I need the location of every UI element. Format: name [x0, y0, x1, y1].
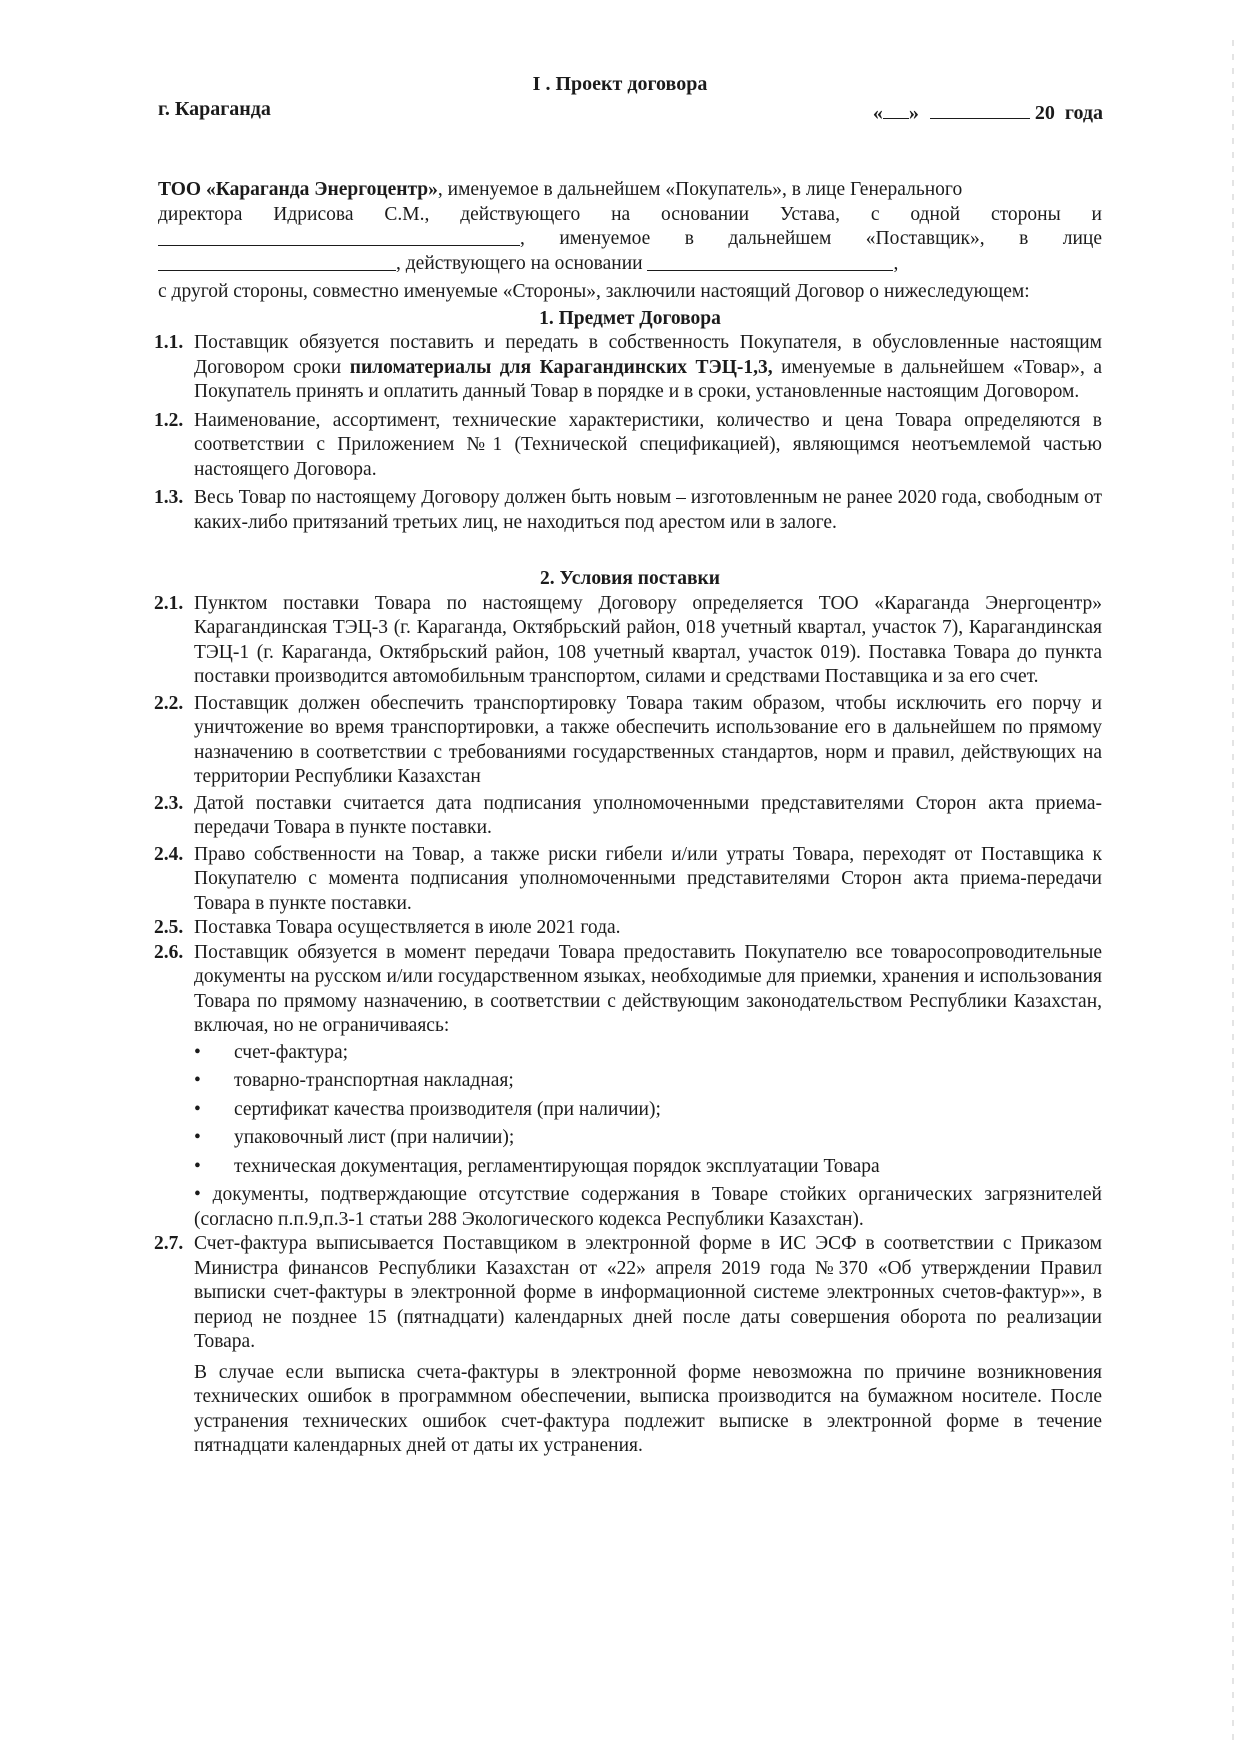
intro-line-2: директора Идрисова С.М., действующего на основании Устава, с одной стороны и [158, 203, 1102, 225]
intro-line-4: , действующего на основании , [158, 252, 1102, 277]
date-close-quote: » [908, 102, 919, 124]
date-year: 20 [1034, 102, 1055, 124]
clause-number: 2.3. [154, 792, 184, 814]
clause-2-6: 2.6. Поставщик обязуется в момент передачи Товара предоставить Покупателю все товаросопроводительные документы на русском и/или государственном языках, необходимые для приемки, хранения и использования Товара по прямому назначению, в соответствии с действующим законодательством Республики Казахстан, включая, но не ограничиваясь: [154, 941, 1102, 1036]
list-item: • счет-фактура; [194, 1041, 1102, 1066]
clause-number: 2.1. [154, 592, 184, 614]
clause-number: 2.7. [154, 1233, 184, 1254]
clause-2-7: 2.7. Счет-фактура выписывается Поставщиком в электронной форме в ИС ЭСФ в соответствии с Приказом Министра финансов Республики Казахстан от «22» апреля 2019 года №370 «Об утверждении Правил выписки счет-фактуры в электронной форме в информационной системе электронных счетов-фактур»», в период не позднее 15 (пятнадцати) календарных дней после даты совершения оборота по реализации Товара. [154, 1233, 1102, 1352]
goods-name: пиломатериалы для Карагандинских ТЭЦ-1,3, [349, 356, 773, 378]
contract-date-line [873, 100, 1103, 126]
clause-2-3: 2.3. Датой поставки считается дата подписания уполномоченными представителями Сторон акта приема-передачи Товара в пункте поставки. [154, 792, 1102, 838]
section-2-heading: 2. Условия поставки [540, 568, 720, 589]
date-month-blank [930, 100, 1030, 119]
buyer-name: ТОО «Караганда Энергоцентр» [158, 179, 438, 200]
clause-number: 2.5. [154, 917, 184, 938]
intro-line-1: ТОО «Караганда Энергоцентр», именуемое в дальнейшем «Покупатель», в лице Генерального [158, 179, 963, 200]
supplier-basis-blank [647, 252, 893, 271]
section-1-heading: 1. Предмет Договора [539, 307, 721, 329]
document-title: I . Проект договора [532, 73, 708, 95]
clause-number: 1.1. [154, 332, 184, 353]
clause-2-2: 2.2. Поставщик должен обеспечить транспортировку Товара таким образом, чтобы исключить его порчу и уничтожение во время транспортировки, а также обеспечить использование его в дальнейшем по прямому назначению в соответствии с требованиями государственных стандартов, норм и правил, действующих на территории Республики Казахстан [154, 692, 1102, 787]
scan-edge-artifact [1232, 40, 1234, 1740]
contract-city: г. Караганда [158, 98, 271, 120]
date-word: года [1064, 102, 1103, 124]
clause-number: 1.3. [154, 487, 184, 508]
date-open-quote: « [872, 102, 883, 124]
list-item-pollutants: • документы, подтверждающие отсутствие содержания в Товаре стойких органических загрязнителей (согласно п.п.9,п.3-1 статьи 288 Экологического кодекса Республики Казахстан). [194, 1184, 1102, 1230]
clause-1-2: 1.2. Наименование, ассортимент, технические характеристики, количество и цена Товара определяются в соответствии с Приложением №1 (Технической спецификацией), являющимся неотъемлемой частью настоящего Договора. [154, 409, 1102, 480]
clause-2-4: 2.4. Право собственности на Товар, а также риски гибели и/или утраты Товара, переходят от Поставщика к Покупателю с момента подписания уполномоченными представителями Сторон акта приема-передачи Товара в пункте поставки. [154, 843, 1102, 914]
supplier-representative-blank [158, 252, 396, 271]
clause-number: 2.6. [154, 941, 184, 963]
date-day-blank [883, 100, 909, 119]
clause-number: 1.2. [154, 409, 184, 431]
clause-number: 2.2. [154, 692, 184, 714]
supplier-name-blank [158, 227, 520, 246]
intro-line-3: , именуемое в дальнейшем «Поставщик», в лице [158, 227, 1102, 252]
document-list [158, 1041, 1102, 1180]
list-item: • техническая документация, регламентирующая порядок эксплуатации Товара [194, 1155, 1102, 1180]
clause-1-1: 1.1. Поставщик обязуется поставить и передать в собственность Покупателя, в обусловленные настоящим Договором сроки пиломатериалы для Карагандинских ТЭЦ-1,3, именуемые в дальнейшем «Товар», а Покупатель принять и оплатить данный Товар в порядке и в сроки, установленные настоящим Договором. [154, 332, 1102, 402]
clause-number: 2.4. [154, 843, 184, 865]
contract-body [154, 178, 1102, 1459]
list-item: • товарно-транспортная накладная; [194, 1069, 1102, 1094]
clause-1-3: 1.3. Весь Товар по настоящему Договору должен быть новым – изготовленным не ранее 2020 года, свободным от каких-либо притязаний третьих лиц, не находиться под арестом или в залоге. [154, 487, 1102, 533]
list-item: • сертификат качества производителя (при наличии); [194, 1098, 1102, 1123]
intro-line-5: с другой стороны, совместно именуемые «Стороны», заключили настоящий Договор о нижеследующем: [158, 281, 1030, 302]
clause-2-7-paragraph-2: В случае если выписка счета-фактуры в электронной форме невозможна по причине возникновения технических ошибок в программном обеспечении, выписка производится на бумажном носителе. После устранения технических ошибок счет-фактура подлежит выписке в электронной форме в течение пятнадцати календарных дней от даты их устранения. [194, 1361, 1102, 1456]
clause-2-5: 2.5. Поставка Товара осуществляется в июле 2021 года. [158, 916, 1102, 941]
list-item: • упаковочный лист (при наличии); [194, 1126, 1102, 1151]
clause-2-1: 2.1. Пунктом поставки Товара по настоящему Договору определяется ТОО «Караганда Энергоцентр» Карагандинская ТЭЦ-3 (г. Караганда, Октябрьский район, 018 учетный квартал, участок 7), Карагандинская ТЭЦ-1 (г. Караганда, Октябрьский район, 108 учетный квартал, участок 019). Поставка Товара до пункта поставки производится автомобильным транспортом, силами и средствами Поставщика и за его счет. [154, 592, 1102, 687]
